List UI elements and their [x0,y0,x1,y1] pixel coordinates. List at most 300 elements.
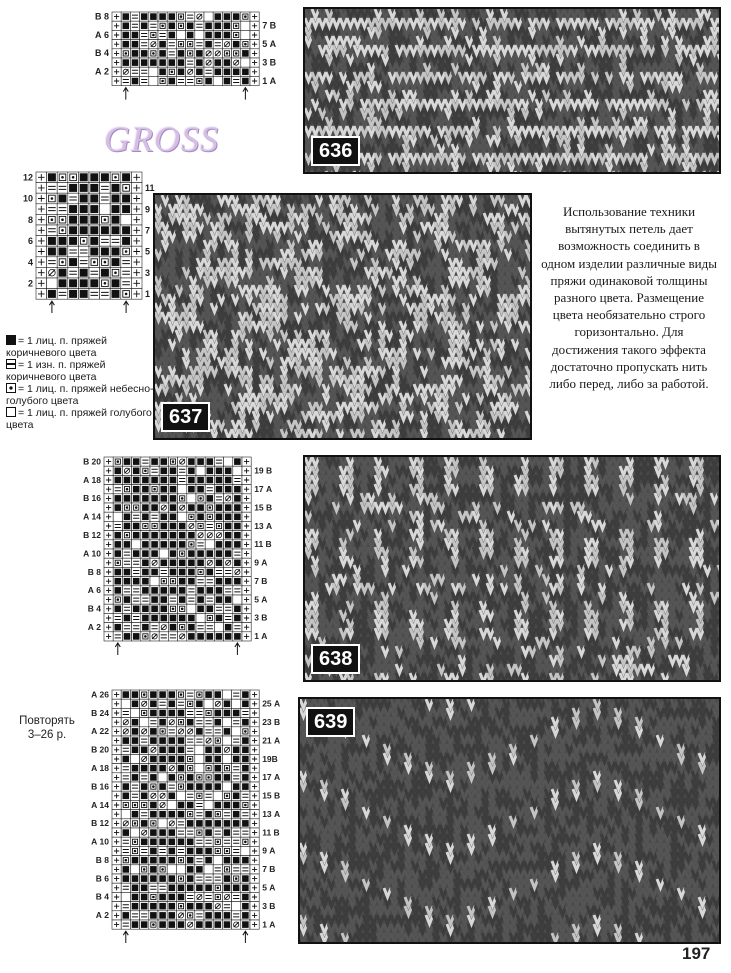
chart-cell [104,586,113,595]
row-label-right: 25 А [262,698,281,709]
chart-cell [204,736,213,745]
chart-cell [233,604,242,613]
chart-cell [130,67,139,76]
chart-cell [130,902,139,911]
repeat-note: Повторять 3–26 р. [19,715,75,741]
chart-cell [100,204,111,215]
chart-cell [57,204,68,215]
chart-cell [242,567,251,576]
chart-cell [196,577,205,586]
chart-cell [140,764,149,773]
row-label-left: А 10 [83,548,101,559]
chart-cell [110,204,121,215]
chart-cell [242,494,251,503]
chart-cell [214,475,223,484]
chart-cell [122,512,131,521]
chart-cell [176,828,185,837]
chart-cell [141,457,150,466]
repeat-arrow-icon [49,301,54,313]
chart-cell [121,727,130,736]
chart-cell [176,727,185,736]
target-square-icon [6,383,16,393]
chart-cell [121,289,132,300]
chart-cell [232,800,241,809]
chart-cell [68,278,79,289]
pattern-number-639: 639 [306,707,355,737]
chart-cell [158,791,167,800]
chart-cell [232,920,241,929]
chart-cell [214,567,223,576]
chart-cell [224,521,233,530]
chart-cell [250,819,259,828]
chart-cell [205,466,214,475]
chart-cell [121,902,130,911]
chart-cell [241,67,250,76]
dash-square-icon [6,359,16,369]
chart-cell [89,246,100,257]
chart-cell [178,604,187,613]
chart-cell [140,911,149,920]
row-label-right: 21 А [262,735,281,746]
chart-cell [89,172,100,183]
chart-cell [224,623,233,632]
chart-cell [196,604,205,613]
chart-cell [158,911,167,920]
description-text: Использование техники вытянутых петель дает возможность соединить в одном изделии различные виды пряжи одинаковой толщины разного цвета. Размещение цвета необязательно строго горизонтально. Для достижения такого эффекта достаточно пропускать нить либо перед, либо за работой. [541,204,717,392]
chart-cell [204,40,213,49]
pattern-number-636: 636 [311,136,360,166]
pattern-number-638: 638 [311,644,360,674]
chart-cell [68,172,79,183]
chart-cell [178,549,187,558]
chart-cell [176,883,185,892]
chart-cell [176,837,185,846]
chart-cell [150,475,159,484]
chart-cell [113,521,122,530]
chart-grid-svg [78,455,281,655]
chart-cell [121,837,130,846]
chart-cell [176,791,185,800]
chart-cell [232,718,241,727]
chart-cell [150,558,159,567]
chart-cell [233,457,242,466]
chart-cell [47,183,58,194]
chart-cell [112,754,121,763]
chart-cell [186,754,195,763]
chart-cell [233,466,242,475]
row-label-left: А 6 [95,29,109,40]
chart-cell [131,257,142,268]
chart-cell [140,736,149,745]
chart-cell [141,466,150,475]
chart-cell [100,214,111,225]
chart-cell [222,12,231,21]
chart-cell [121,257,132,268]
chart-cell [149,782,158,791]
chart-cell [205,613,214,622]
chart-cell [222,30,231,39]
chart-cell [186,40,195,49]
chart-cell [110,289,121,300]
chart-cell [187,632,196,641]
chart-cell [178,531,187,540]
chart-cell [130,21,139,30]
row-label-left: В 4 [95,48,109,59]
chart-cell [204,837,213,846]
chart-cell [149,754,158,763]
chart-cell [149,846,158,855]
chart-cell [241,828,250,837]
chart-cell [130,40,139,49]
chart-cell [242,503,251,512]
chart-cell [121,708,130,717]
chart-cell [232,754,241,763]
chart-cell [36,204,47,215]
chart-cell [176,819,185,828]
row-label-left: А 22 [91,726,109,737]
chart-cell [213,708,222,717]
chart-cell [150,540,159,549]
chart-cell [104,540,113,549]
chart-cell [141,512,150,521]
chart-cell [186,764,195,773]
chart-cell [68,289,79,300]
chart-cell [167,690,176,699]
chart-cell [150,503,159,512]
chart-cell [141,485,150,494]
chart-cell [36,267,47,278]
chart-cell [168,604,177,613]
chart-cell [250,791,259,800]
chart-cell [241,49,250,58]
chart-cell [176,12,185,21]
chart-cell [158,58,167,67]
chart-cell [214,595,223,604]
chart-cell [168,567,177,576]
chart-cell [232,76,241,85]
row-label-left: А 2 [95,66,109,77]
chart-cell [178,632,187,641]
chart-cell [232,67,241,76]
chart-cell [233,521,242,530]
chart-cell [131,267,142,278]
chart-cell [167,708,176,717]
chart-cell [195,856,204,865]
chart-cell [158,819,167,828]
chart-cell [112,791,121,800]
chart-cell [186,773,195,782]
swatch-638-photo [303,455,721,682]
chart-cell [158,754,167,763]
chart-cell [204,883,213,892]
chart-cell [57,214,68,225]
chart-cell [213,12,222,21]
chart-cell [159,567,168,576]
chart-cell [121,183,132,194]
chart-cell [204,773,213,782]
chart-cell [167,764,176,773]
chart-cell [113,494,122,503]
chart-cell [232,49,241,58]
chart-cell [159,604,168,613]
chart-cell [250,30,259,39]
chart-cell [176,764,185,773]
chart-cell [149,736,158,745]
chart-cell [232,745,241,754]
chart-cell [250,874,259,883]
chart-cell [168,595,177,604]
chart-cell [89,236,100,247]
chart-cell [132,466,141,475]
chart-cell [141,595,150,604]
chart-cell [233,558,242,567]
chart-cell [121,920,130,929]
chart-cell [213,911,222,920]
chart-cell [204,902,213,911]
chart-cell [104,503,113,512]
chart-cell [112,800,121,809]
chart-cell [178,457,187,466]
chart-cell [250,892,259,901]
chart-cell [47,289,58,300]
chart-cell [36,289,47,300]
chart-cell [167,883,176,892]
chart-cell [113,485,122,494]
chart-cell [78,267,89,278]
chart-cell [250,764,259,773]
chart-cell [132,595,141,604]
chart-cell [196,485,205,494]
chart-cell [204,21,213,30]
chart-grid-svg [88,10,289,100]
chart-cell [68,225,79,236]
chart-cell [214,632,223,641]
chart-cell [176,708,185,717]
chart-cell [150,577,159,586]
chart-cell [121,278,132,289]
chart-cell [36,193,47,204]
chart-cell [241,837,250,846]
chart-cell [112,40,121,49]
chart-cell [57,183,68,194]
chart-cell [121,846,130,855]
chart-cell [186,837,195,846]
chart-cell [241,736,250,745]
chart-cell [89,204,100,215]
chart-cell [158,828,167,837]
swatch-637-photo [153,193,532,440]
chart-cell [132,485,141,494]
chart-cell [159,531,168,540]
chart-cell [224,457,233,466]
chart-cell [196,503,205,512]
chart-cell [250,727,259,736]
chart-cell [241,30,250,39]
chart-cell [222,49,231,58]
chart-cell [224,595,233,604]
chart-cell [195,67,204,76]
chart-cell [130,883,139,892]
chart-cell [159,558,168,567]
chart-cell [140,40,149,49]
chart-cell [176,58,185,67]
chart-cell [141,558,150,567]
chart-cell [214,494,223,503]
chart-cell [250,782,259,791]
chart-cell [196,549,205,558]
chart-cell [241,819,250,828]
chart-cell [213,883,222,892]
chart-cell [214,457,223,466]
chart-cell [158,49,167,58]
chart-cell [250,76,259,85]
chart-cell [176,40,185,49]
chart-cell [186,690,195,699]
chart-cell [204,800,213,809]
chart-cell [196,558,205,567]
chart-cell [158,837,167,846]
chart-cell [241,911,250,920]
chart-cell [47,204,58,215]
chart-cell [121,699,130,708]
chart-cell [140,810,149,819]
repeat-arrow-icon [123,88,128,100]
chart-cell [89,257,100,268]
chart-cell [122,531,131,540]
chart-cell [140,708,149,717]
chart-cell [140,819,149,828]
chart-cell [167,819,176,828]
chart-cell [242,485,251,494]
chart-cell [131,278,142,289]
chart-cell [113,549,122,558]
chart-cell [150,604,159,613]
chart-cell [205,521,214,530]
chart-cell [242,632,251,641]
chart-cell [104,521,113,530]
chart-cell [214,503,223,512]
chart-cell [186,902,195,911]
chart-cell [167,773,176,782]
chart-cell [204,699,213,708]
chart-cell [78,257,89,268]
chart-cell [89,183,100,194]
chart-cell [176,892,185,901]
empty-square-icon [6,407,16,417]
chart-cell [140,727,149,736]
chart-cell [122,494,131,503]
chart-cell [140,828,149,837]
chart-cell [232,699,241,708]
chart-cell [121,745,130,754]
chart-cell [57,267,68,278]
chart-cell [122,604,131,613]
chart-cell [232,21,241,30]
chart-cell [242,604,251,613]
chart-cell [159,623,168,632]
chart-cell [121,856,130,865]
chart-cell [122,540,131,549]
chart-cell [167,782,176,791]
chart-cell [187,567,196,576]
row-label-right: 1 А [262,75,277,86]
chart-cell [242,457,251,466]
chart-cell [122,466,131,475]
chart-cell [222,874,231,883]
row-label-right: 13 А [262,808,281,819]
chart-638 [78,455,281,655]
solid-square-icon [6,335,16,345]
chart-cell [78,278,89,289]
chart-cell [158,810,167,819]
chart-cell [78,289,89,300]
chart-cell [47,257,58,268]
chart-cell [250,920,259,929]
chart-cell [141,521,150,530]
chart-cell [112,819,121,828]
chart-cell [149,800,158,809]
chart-cell [168,549,177,558]
chart-cell [121,911,130,920]
pattern-number-637: 637 [161,402,210,432]
chart-cell [167,30,176,39]
chart-cell [132,613,141,622]
chart-cell [213,699,222,708]
chart-cell [250,745,259,754]
chart-cell [222,902,231,911]
chart-cell [100,246,111,257]
chart-cell [110,183,121,194]
chart-cell [130,920,139,929]
chart-cell [195,920,204,929]
row-label-right: 7 В [262,20,277,31]
chart-cell [187,512,196,521]
chart-cell [241,782,250,791]
chart-637 [18,170,164,313]
chart-cell [130,782,139,791]
chart-cell [232,30,241,39]
chart-cell [186,810,195,819]
chart-cell [186,745,195,754]
chart-cell [250,49,259,58]
chart-cell [187,540,196,549]
chart-cell [122,613,131,622]
chart-cell [214,586,223,595]
chart-cell [196,567,205,576]
chart-cell [232,892,241,901]
chart-cell [132,475,141,484]
chart-cell [130,49,139,58]
chart-cell [241,874,250,883]
chart-cell [195,819,204,828]
chart-cell [100,183,111,194]
chart-cell [150,613,159,622]
chart-cell [140,773,149,782]
chart-cell [132,567,141,576]
chart-cell [195,828,204,837]
chart-cell [121,76,130,85]
chart-cell [186,12,195,21]
chart-cell [176,21,185,30]
chart-grid-svg [86,688,289,943]
chart-cell [121,865,130,874]
chart-cell [100,236,111,247]
chart-cell [140,21,149,30]
chart-cell [140,745,149,754]
chart-cell [104,577,113,586]
chart-cell [104,475,113,484]
chart-cell [242,475,251,484]
